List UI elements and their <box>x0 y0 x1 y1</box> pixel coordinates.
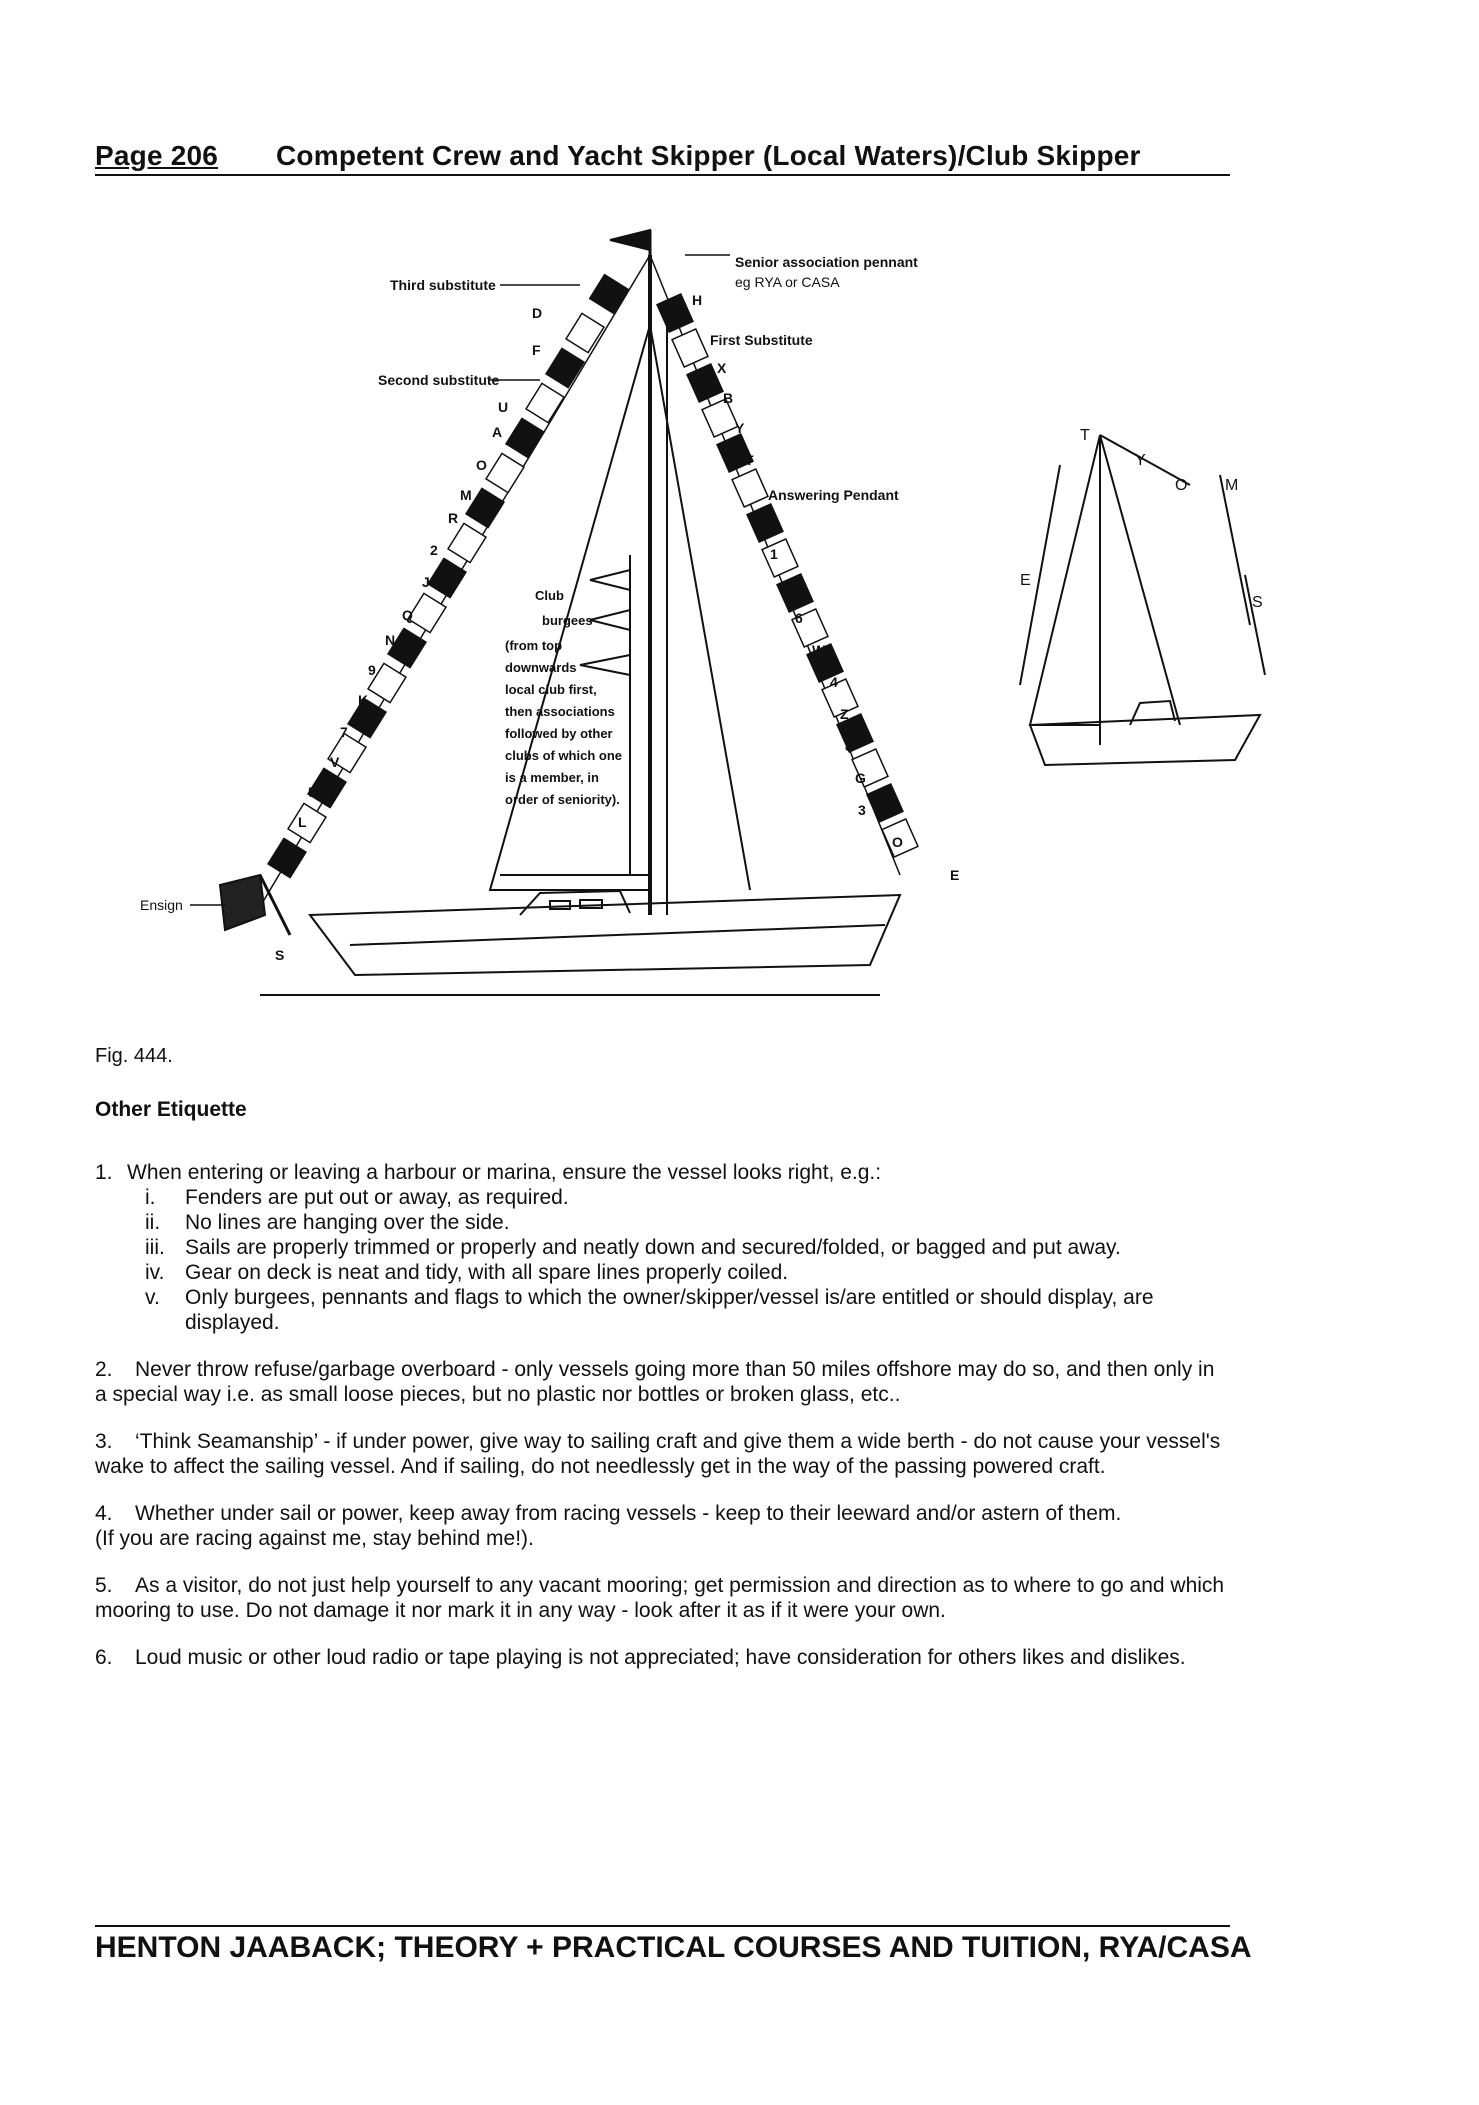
small-boat-label: Y <box>1135 452 1146 469</box>
flag-letter-right: I <box>758 514 762 530</box>
club-burgees-text: followed by other <box>505 726 613 741</box>
sub-item-text: No lines are hanging over the side. <box>185 1211 510 1234</box>
paragraph <box>95 1645 1230 1670</box>
club-burgees-text: Club <box>535 588 564 603</box>
club-burgees-text: (from top <box>505 638 563 653</box>
paragraph-text: Never throw refuse/garbage overboard - only vessels going more than 50 miles offshore may do so, and then only in a special way i.e. as small loose pieces, but no plastic nor bottles or broken glass, etc.. <box>95 1358 1215 1406</box>
sub-item-text: Only burgees, pennants and flags to which the owner/skipper/vessel is/are entitled or should display, are displayed. <box>185 1286 1154 1334</box>
flag-letter-left: O <box>476 457 487 473</box>
item-number: 1. <box>95 1161 113 1184</box>
flag-letter-right: 6 <box>795 610 803 626</box>
flag-letter-left: V <box>330 754 340 770</box>
small-boat-label: E <box>1020 572 1031 589</box>
paragraph-extra: (If you are racing against me, stay behind me!). <box>95 1527 534 1550</box>
flag-letter-left: A <box>492 424 503 440</box>
paragraph-text: ‘Think Seamanship’ - if under power, give way to sailing craft and give them a wide berth - do not cause your vessel's wake to affect the sailing vessel. And if sailing, do not needlessly get in the way of the passing powered craft. <box>95 1430 1221 1478</box>
figure-caption: Fig. 444. <box>95 1045 173 1067</box>
flag-letter-right: 8 <box>845 738 853 754</box>
paragraph-number: 3. <box>95 1430 113 1453</box>
club-burgees-text: is a member, in <box>505 770 599 785</box>
paragraph-text: As a visitor, do not just help yourself to any vacant mooring; get permission and direction as to where to go and which mooring to use. Do not damage it nor mark it in any way - look after it as if it were your own. <box>95 1574 1225 1622</box>
flag-letter-left: K <box>358 692 369 708</box>
book-title: Competent Crew and Yacht Skipper (Local Waters)/Club Skipper <box>276 140 1141 171</box>
page-number: Page 206 <box>95 140 219 171</box>
club-burgees-text: order of seniority). <box>505 792 620 807</box>
club-burgees-text: local club first, <box>505 682 597 697</box>
flag-letter-right: 4 <box>830 674 838 690</box>
sub-item <box>95 1235 1230 1260</box>
item-text: When entering or leaving a harbour or marina, ensure the vessel looks right, e.g.: <box>127 1161 882 1184</box>
flag-letter-right: B <box>723 390 734 406</box>
sub-item-text: Fenders are put out or away, as required. <box>185 1186 569 1209</box>
sub-item-numeral: v. <box>145 1286 160 1309</box>
paragraph <box>95 1501 1230 1551</box>
paragraph-number: 2. <box>95 1358 113 1381</box>
senior-pennant-icon <box>610 230 650 250</box>
etiquette-list <box>95 1160 1230 1670</box>
sub-item-numeral: ii. <box>145 1211 161 1234</box>
small-boat-label: S <box>1252 594 1263 611</box>
flag-letter-left: R <box>448 510 459 526</box>
small-boat-label: O <box>1175 477 1188 494</box>
flag-letter-left: C <box>283 844 294 860</box>
flag-letter-right: E <box>950 867 960 883</box>
paragraph-number: 6. <box>95 1646 113 1669</box>
flag-letter-right: 3 <box>858 802 866 818</box>
flag-letter-left: S <box>275 947 285 963</box>
small-boat-label: M <box>1225 477 1239 494</box>
flag-letter-left: Q <box>402 607 413 623</box>
club-burgees-text: then associations <box>505 704 615 719</box>
flag-letter-left: 9 <box>368 662 376 678</box>
flag-letter-right: O <box>892 834 903 850</box>
flag-letter-right: X <box>717 360 727 376</box>
sub-item-text: Sails are properly trimmed or properly and neatly down and secured/folded, or bagged and put away. <box>185 1236 1121 1259</box>
small-boat-label: T <box>1080 427 1090 444</box>
ensign-icon <box>220 875 265 930</box>
paragraph <box>95 1573 1230 1623</box>
page-footer: HENTON JAABACK; THEORY + PRACTICAL COURSES AND TUITION, RYA/CASA <box>95 1925 1230 1965</box>
label-senior-pennant: Senior association pennant <box>735 254 918 270</box>
flag-letter-left: M <box>460 487 472 503</box>
label-answering-pendant: Answering Pendant <box>768 487 899 503</box>
flag-letter-right: Z <box>840 706 849 722</box>
paragraph-text: Loud music or other loud radio or tape playing is not appreciated; have consideration for others likes and dislikes. <box>135 1646 1186 1669</box>
flag-letter-left: F <box>532 342 541 358</box>
flag-letter-left: U <box>498 399 509 415</box>
flag-letter-left: 5 <box>308 784 316 800</box>
flag-letter-right: H <box>692 292 703 308</box>
label-first-substitute: First Substitute <box>710 332 813 348</box>
club-burgees-text: clubs of which one <box>505 748 623 763</box>
flag-letter-left: 2 <box>430 542 438 558</box>
label-third-substitute: Third substitute <box>390 277 496 293</box>
flag-letter-right: W <box>812 642 826 658</box>
paragraph <box>95 1357 1230 1407</box>
sub-item-numeral: iv. <box>145 1261 165 1284</box>
sub-item-numeral: i. <box>145 1186 156 1209</box>
flag-letter-right: 1 <box>770 546 778 562</box>
flag-letter-right: G <box>855 770 866 786</box>
sub-item <box>95 1210 1230 1235</box>
paragraph-number: 5. <box>95 1574 113 1597</box>
paragraph-number: 4. <box>95 1502 113 1525</box>
flag-letter-left: L <box>298 814 307 830</box>
sub-item-numeral: iii. <box>145 1236 165 1259</box>
flag-letter-left: J <box>422 574 430 590</box>
flag-letter-right: Y <box>735 420 745 436</box>
club-burgees-text: burgees <box>542 613 593 628</box>
sub-item-text: Gear on deck is neat and tidy, with all spare lines properly coiled. <box>185 1261 789 1284</box>
sub-item <box>95 1185 1230 1210</box>
label-senior-pennant-example: eg RYA or CASA <box>735 274 840 290</box>
paragraph-text: Whether under sail or power, keep away from racing vessels - keep to their leeward and/or astern of them. <box>135 1502 1122 1525</box>
sub-item <box>95 1285 1230 1335</box>
label-ensign: Ensign <box>140 897 183 913</box>
flag-letter-left: 7 <box>340 724 348 740</box>
section-title: Other Etiquette <box>95 1098 247 1121</box>
flag-letter-right: P <box>785 578 795 594</box>
page-header <box>95 140 1230 176</box>
flag-letter-left: N <box>385 632 396 648</box>
list-item <box>95 1160 1230 1185</box>
label-second-substitute: Second substitute <box>378 372 500 388</box>
dressed-ship-figure <box>140 225 1280 1015</box>
flag-letter-left: D <box>532 305 543 321</box>
sub-item <box>95 1260 1230 1285</box>
club-burgees-text: downwards <box>505 660 577 675</box>
flag-letter-right: T <box>745 452 754 468</box>
paragraph <box>95 1429 1230 1479</box>
